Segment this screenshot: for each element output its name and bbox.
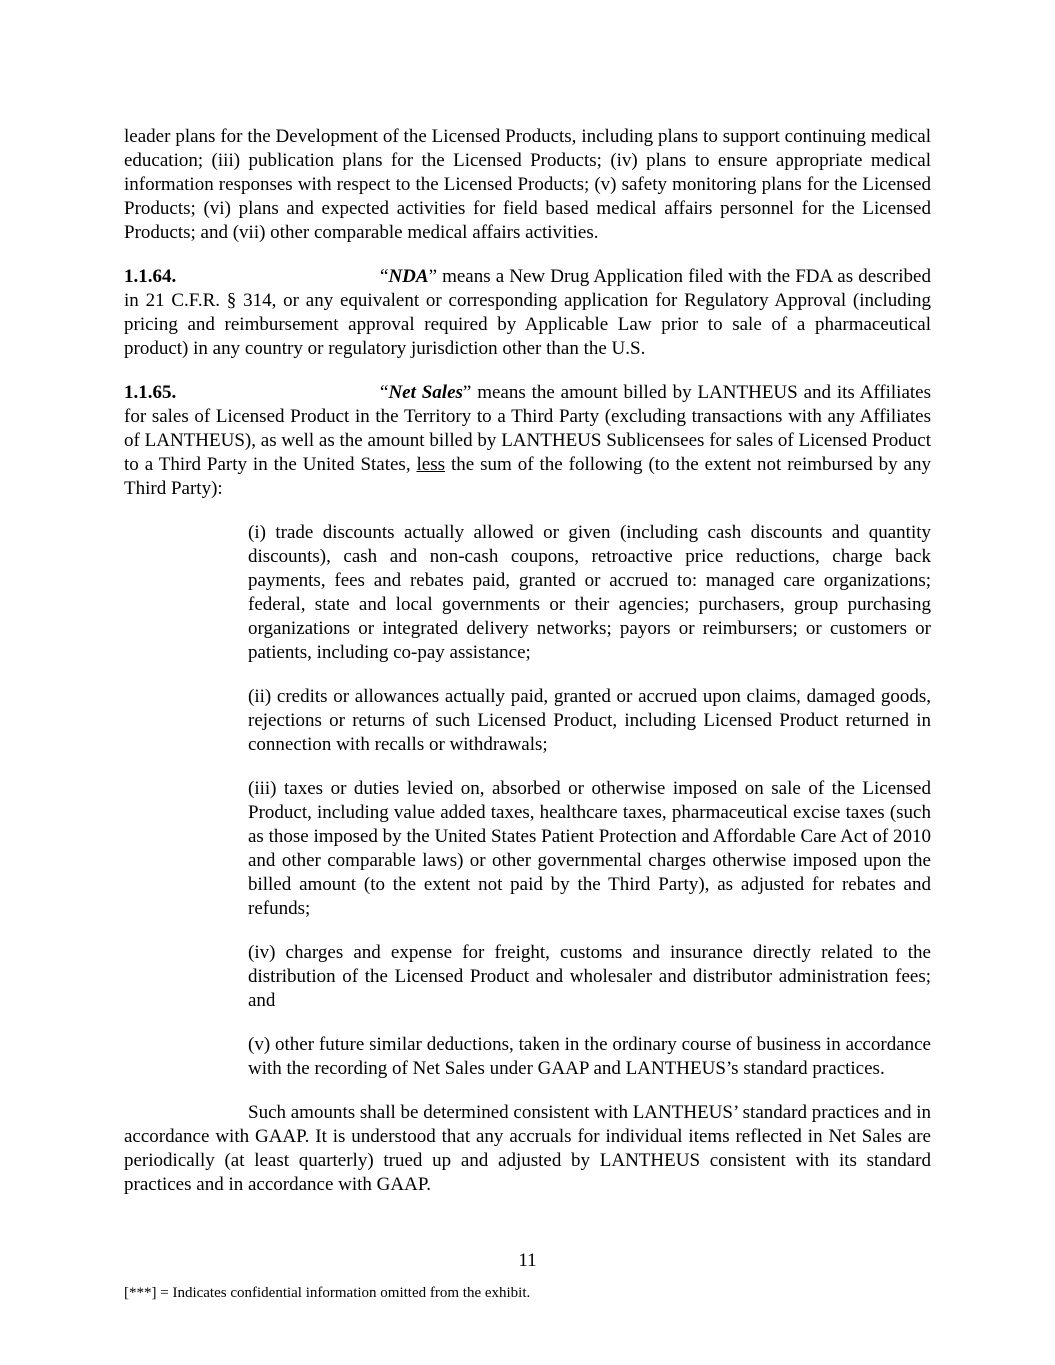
deduction-item: (i) trade discounts actually allowed or given (including cash discounts and quantity discounts), cash and non-cash coupons, retroactive price reductions, charge back payments, fees and rebates paid, granted or accrued to: managed care organizations; federal, state and local governments or their agencies; purchasers, group purchasing organizations or integrated delivery networks; payors or reimbursers; or customers or patients, including co-pay assistance; (248, 522, 931, 663)
deduction-item: (iv) charges and expense for freight, customs and insurance directly related to the distribution of the Licensed Product and wholesaler and distributor administration fees; and (248, 942, 931, 1011)
defined-term: NDA (388, 266, 429, 287)
open-quote: “ (380, 382, 389, 403)
section-number: 1.1.64. (124, 266, 177, 287)
closing-paragraph: Such amounts shall be determined consistent with LANTHEUS’ standard practices and in accordance with GAAP. It is understood that any accruals for individual items reflected in Net Sales are periodically (at least quarterly) trued up and adjusted by LANTHEUS consistent with its standard practices and in accordance with GAAP. (124, 1102, 931, 1195)
section-1-1-64 (124, 265, 931, 361)
footnote: [***] = Indicates confidential information omitted from the exhibit. (124, 1285, 531, 1301)
deduction-item: (v) other future similar deductions, taken in the ordinary course of business in accordance with the recording of Net Sales under GAAP and LANTHEUS’s standard practices. (248, 1034, 931, 1079)
deduction-item: (ii) credits or allowances actually paid, granted or accrued upon claims, damaged goods, rejections or returns of such Licensed Product, including Licensed Product returned in connection with recalls or withdrawals; (248, 686, 931, 755)
definition-text-continued: the sum of the following (to the extent not reimbursed by any Third Party): (124, 454, 932, 499)
open-quote: “ (380, 266, 389, 287)
deduction-item: (iii) taxes or duties levied on, absorbed or otherwise imposed on sale of the Licensed Product, including value added taxes, healthcare taxes, pharmaceutical excise taxes (such as those imposed by the United States Patient Protection and Affordable Care Act of 2010 and other comparable laws) or other governmental charges otherwise imposed upon the billed amount (to the extent not paid by the Third Party), as adjusted for rebates and refunds; (248, 778, 931, 919)
intro-paragraph: leader plans for the Development of the Licensed Products, including plans to support continuing medical education; (iii) publication plans for the Licensed Products; (iv) plans to ensure appropriate medical information responses with respect to the Licensed Products; (v) safety monitoring plans for the Licensed Products; (vi) plans and expected activities for field based medical affairs personnel for the Licensed Products; and (vii) other comparable medical affairs activities. (124, 126, 931, 243)
page-number: 11 (518, 1250, 537, 1271)
section-1-1-65 (124, 381, 931, 501)
definition-text: means a New Drug Application filed with the FDA as described in 21 C.F.R. § 314, or any equivalent or corresponding application for Regulatory Approval (including pricing and reimbursement approval required by Applicable Law prior to sale of a pharmaceutical product) in any country or regulatory jurisdiction other than the U.S. (124, 266, 931, 359)
definition-text: means the amount billed by LANTHEUS and its Affiliates for sales of Licensed Product in the Territory to a Third Party (excluding transactions with any Affiliates of LANTHEUS), as well as the amount billed by LANTHEUS Sublicensees for sales of Licensed Product to a Third Party in the United States, (124, 382, 932, 475)
close-quote: ” (428, 266, 437, 287)
deduction-list (248, 521, 931, 1081)
close-quote: ” (462, 382, 472, 403)
defined-term: Net Sales (388, 382, 463, 403)
document-body (124, 125, 931, 1197)
underlined-word: less (416, 454, 446, 475)
section-number: 1.1.65. (124, 382, 177, 403)
